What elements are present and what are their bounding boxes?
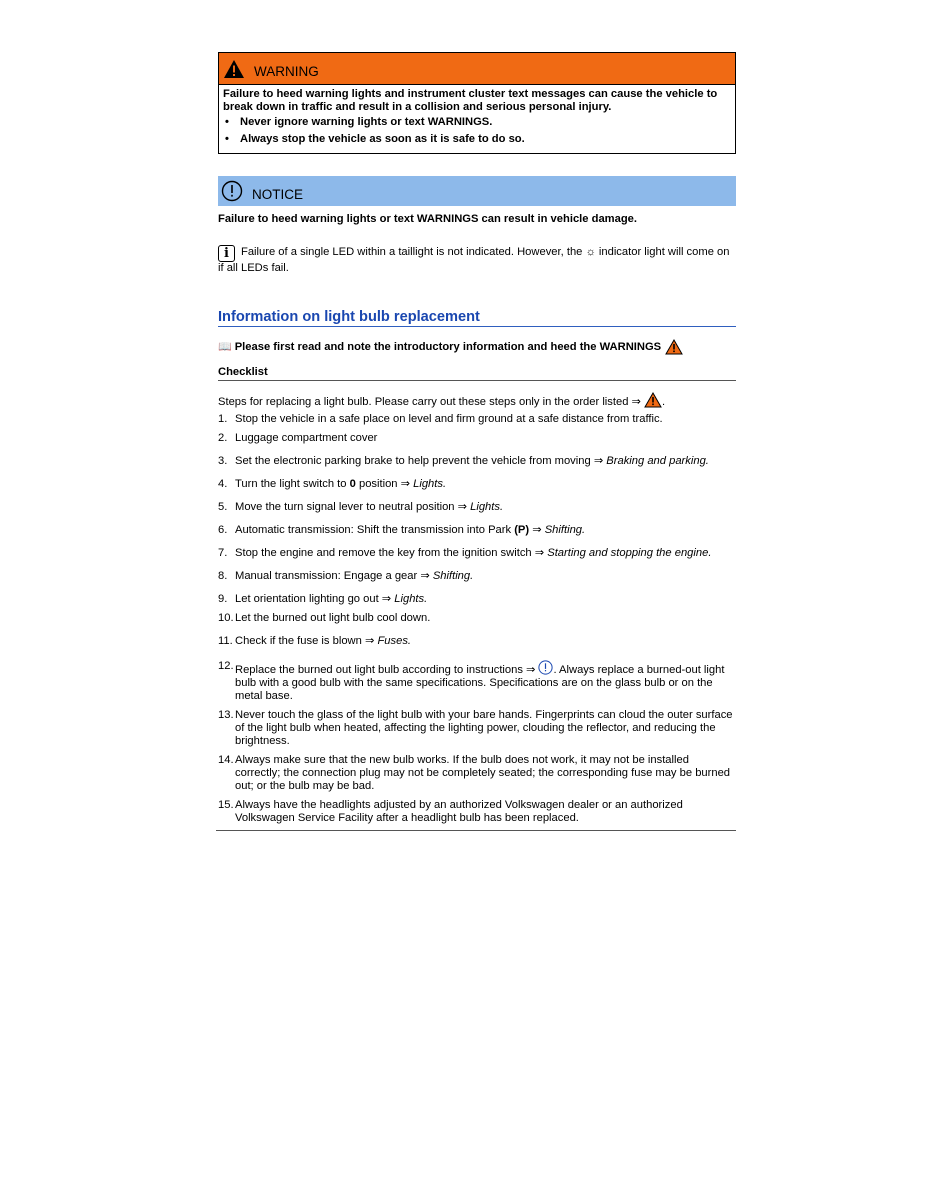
cross-reference[interactable]: Lights. (470, 501, 504, 513)
checklist-heading: Checklist (218, 366, 736, 381)
sun-indicator-icon: ☼ (585, 246, 596, 258)
steps-lead-text: Steps for replacing a light bulb. Please carry out these steps only in the order listed ⇒ (218, 396, 641, 408)
warning-title: WARNING (254, 63, 319, 79)
cross-reference[interactable]: Lights. (394, 593, 428, 605)
warning-bullet: • Always stop the vehicle as soon as it is safe to do so. (223, 133, 731, 146)
warning-bullet: • Never ignore warning lights or text WARNINGS. (223, 116, 731, 129)
notice-block (218, 176, 736, 226)
list-item: 11. Check if the fuse is blown ⇒ Fuses. (218, 635, 412, 647)
section-title: Information on light bulb replacement (218, 311, 736, 327)
intro-line (218, 339, 736, 355)
list-item: 2. Luggage compartment cover (218, 432, 378, 444)
info-text-after: indicator light will come on if all LEDs fail. (218, 246, 730, 274)
list-item: 7. Stop the engine and remove the key from the ignition switch ⇒ Starting and stopping the engine. (218, 547, 712, 559)
warning-box (218, 52, 736, 154)
list-item: 5. Move the turn signal lever to neutral position ⇒ Lights. (218, 501, 504, 513)
list-item: 9. Let orientation lighting go out ⇒ Lights. (218, 593, 428, 605)
warning-triangle-icon (644, 392, 662, 408)
list-item: 15. Always have the headlights adjusted by an authorized Volkswagen dealer or an authorized Volkswagen Service Facility after a headlight bulb has been replaced. (218, 799, 683, 824)
book-icon: 📖 (218, 340, 232, 353)
list-item: 3. Set the electronic parking brake to help prevent the vehicle from moving ⇒ Braking and parking. (218, 455, 709, 467)
list-item: 8. Manual transmission: Engage a gear ⇒ Shifting. (218, 570, 474, 582)
notice-header (218, 176, 736, 206)
list-item: 12. Replace the burned out light bulb according to instructions ⇒ . Always replace a burned-out light bulb with a good bulb with the same specifications. Specifications are on the glass bulb or on the metal base. (218, 660, 725, 702)
notice-exclamation-icon (538, 660, 553, 675)
warning-bullets (223, 116, 731, 146)
notice-exclamation-icon (221, 180, 243, 202)
warning-body (219, 85, 735, 153)
info-icon: i (218, 245, 235, 262)
list-item: 13. Never touch the glass of the light bulb with your bare hands. Fingerprints can cloud the outer surface of the light bulb when heated, affecting the lighting power, clouding the reflector, and reducing the brightness. (218, 709, 733, 747)
cross-reference[interactable]: Shifting. (544, 524, 586, 536)
list-item: 1. Stop the vehicle in a safe place on level and firm ground at a safe distance from traffic. (218, 413, 663, 425)
list-item: 10. Let the burned out light bulb cool down. (218, 612, 431, 624)
list-item: 4. Turn the light switch to 0 position ⇒ Lights. (218, 478, 447, 490)
section-end-rule (216, 830, 736, 831)
cross-reference[interactable]: Lights. (413, 478, 447, 490)
intro-text: Please first read and note the introductory information and heed the WARNINGS (234, 340, 662, 353)
cross-reference[interactable]: Braking and parking. (606, 455, 709, 467)
info-note (218, 245, 736, 275)
cross-reference[interactable]: Starting and stopping the engine. (547, 547, 712, 559)
steps-list (218, 413, 736, 825)
warning-text: Failure to heed warning lights and instrument cluster text messages can cause the vehicle to break down in traffic and result in a collision and serious personal injury. (223, 88, 718, 113)
warning-triangle-icon (223, 59, 245, 79)
notice-text: Failure to heed warning lights or text WARNINGS can result in vehicle damage. (218, 213, 637, 225)
list-item: 14. Always make sure that the new bulb works. If the bulb does not work, it may not be installed correctly; the connection plug may not be completely seated; the corresponding fuse may be burned out; or the bulb may be bad. (218, 754, 731, 792)
warning-triangle-icon (665, 339, 683, 355)
info-text-before: Failure of a single LED within a taillight is not indicated. However, the (241, 246, 583, 258)
cross-reference[interactable]: Fuses. (377, 635, 412, 647)
list-item: 6. Automatic transmission: Shift the transmission into Park (P) ⇒ Shifting. (218, 524, 586, 536)
cross-reference[interactable]: Shifting. (432, 570, 474, 582)
warning-header (219, 53, 735, 85)
notice-title: NOTICE (252, 186, 304, 202)
manual-page (218, 52, 736, 831)
steps-lead: Steps for replacing a light bulb. Please carry out these steps only in the order listed ⇒ . (218, 392, 736, 409)
